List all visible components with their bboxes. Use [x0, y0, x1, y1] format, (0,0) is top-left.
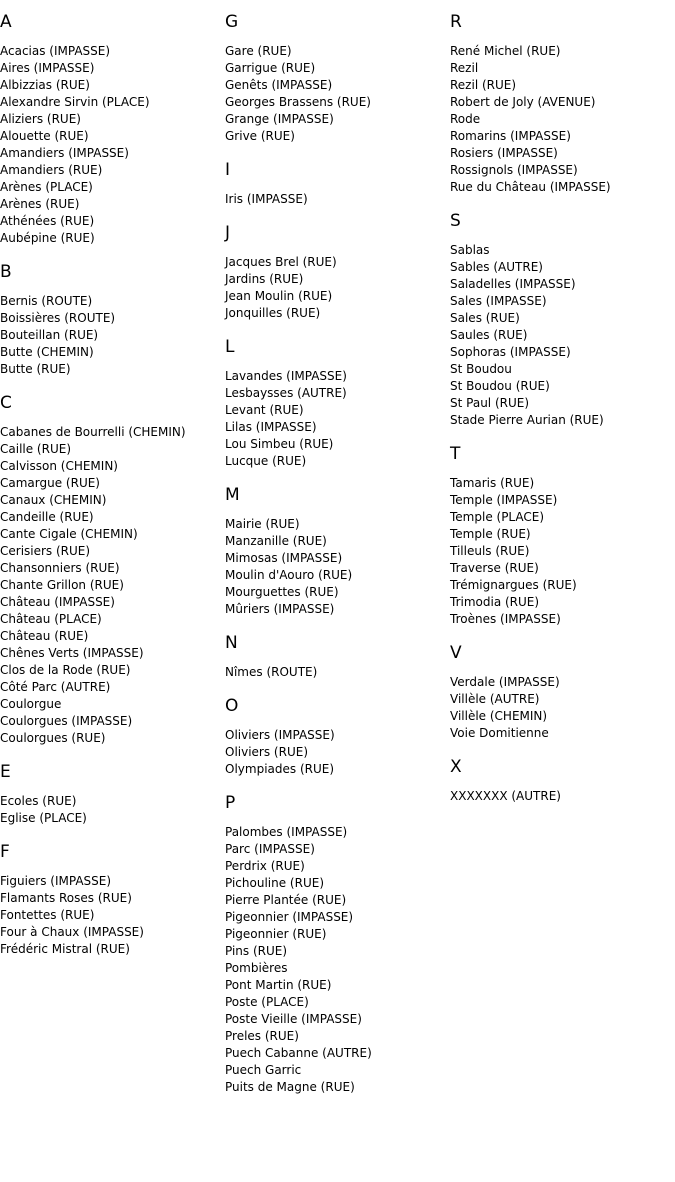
street-link-muriers-impasse[interactable]: Mûriers (IMPASSE): [225, 602, 335, 616]
street-link-lesbaysses-autre[interactable]: Lesbaysses (AUTRE): [225, 386, 347, 400]
street-link-arenes-rue[interactable]: Arènes (RUE): [0, 197, 80, 211]
street-list: [0, 793, 225, 827]
street-link-calvisson-chemin[interactable]: Calvisson (CHEMIN): [0, 459, 118, 473]
street-link-saules-rue[interactable]: Saules (RUE): [450, 328, 528, 342]
street-link-aires-impasse[interactable]: Aires (IMPASSE): [0, 61, 95, 75]
letter-group-a: [0, 12, 225, 247]
street-link-albizzias-rue[interactable]: Albizzias (RUE): [0, 78, 90, 92]
street-link-temple-place[interactable]: Temple (PLACE): [450, 510, 545, 524]
street-link-verdale-impasse[interactable]: Verdale (IMPASSE): [450, 675, 560, 689]
letter-heading: T: [450, 444, 461, 464]
street-list: [225, 368, 450, 470]
street-link-sables-autre[interactable]: Sables (AUTRE): [450, 260, 543, 274]
street-link-robert-de-joly-avenue[interactable]: Robert de Joly (AVENUE): [450, 95, 596, 109]
street-link-acacias-impasse[interactable]: Acacias (IMPASSE): [0, 44, 111, 58]
street-link-bouteillan-rue[interactable]: Bouteillan (RUE): [0, 328, 99, 342]
letter-heading: X: [450, 757, 462, 777]
street-link-caille-rue[interactable]: Caille (RUE): [0, 442, 71, 456]
street-link-villele-autre[interactable]: Villèle (AUTRE): [450, 692, 540, 706]
letter-group-b: [0, 262, 225, 378]
letter-heading: A: [0, 12, 12, 32]
street-link-genets-impasse[interactable]: Genêts (IMPASSE): [225, 78, 333, 92]
street-link-sophoras-impasse[interactable]: Sophoras (IMPASSE): [450, 345, 571, 359]
letter-group-s: [450, 211, 675, 429]
street-list: [450, 674, 675, 742]
street-link-temple-impasse[interactable]: Temple (IMPASSE): [450, 493, 558, 507]
street-link-jacques-brel-rue[interactable]: Jacques Brel (RUE): [225, 255, 337, 269]
street-list: [225, 191, 450, 208]
street-list: [225, 516, 450, 618]
street-link-coulorgue[interactable]: Coulorgue: [0, 697, 62, 711]
street-link-nimes-route[interactable]: Nîmes (ROUTE): [225, 665, 318, 679]
street-link-oliviers-rue[interactable]: Oliviers (RUE): [225, 745, 308, 759]
letter-group-n: [225, 633, 450, 681]
street-link-st-boudou-rue[interactable]: St Boudou (RUE): [450, 379, 550, 393]
street-link-st-paul-rue[interactable]: St Paul (RUE): [450, 396, 530, 410]
letter-heading: N: [225, 633, 238, 653]
street-link-lou-simbeu-rue[interactable]: Lou Simbeu (RUE): [225, 437, 334, 451]
street-link-jean-moulin-rue[interactable]: Jean Moulin (RUE): [225, 289, 333, 303]
street-link-palombes-impasse[interactable]: Palombes (IMPASSE): [225, 825, 348, 839]
street-link-manzanille-rue[interactable]: Manzanille (RUE): [225, 534, 327, 548]
letter-group-p: [225, 793, 450, 1096]
street-link-grive-rue[interactable]: Grive (RUE): [225, 129, 295, 143]
letter-heading: P: [225, 793, 236, 813]
street-link-candeille-rue[interactable]: Candeille (RUE): [0, 510, 94, 524]
street-link-cote-parc-autre[interactable]: Côté Parc (AUTRE): [0, 680, 111, 694]
street-link-butte-rue[interactable]: Butte (RUE): [0, 362, 71, 376]
street-link-perdrix-rue[interactable]: Perdrix (RUE): [225, 859, 305, 873]
street-link-tamaris-rue[interactable]: Tamaris (RUE): [450, 476, 535, 490]
street-link-pichouline-rue[interactable]: Pichouline (RUE): [225, 876, 324, 890]
street-link-alexandre-sirvin-place[interactable]: Alexandre Sirvin (PLACE): [0, 95, 150, 109]
street-list: [225, 727, 450, 778]
letter-group-i: [225, 160, 450, 208]
street-list: [225, 824, 450, 1096]
street-link-jardins-rue[interactable]: Jardins (RUE): [225, 272, 304, 286]
street-link-chante-grillon-rue[interactable]: Chante Grillon (RUE): [0, 578, 124, 592]
street-link-sales-rue[interactable]: Sales (RUE): [450, 311, 520, 325]
street-list: [0, 293, 225, 378]
letter-group-e: [0, 762, 225, 827]
street-link-mourguettes-rue[interactable]: Mourguettes (RUE): [225, 585, 339, 599]
street-link-xxxxxxx-autre[interactable]: XXXXXXX (AUTRE): [450, 789, 561, 803]
street-link-villele-chemin[interactable]: Villèle (CHEMIN): [450, 709, 548, 723]
street-link-chateau-place[interactable]: Château (PLACE): [0, 612, 102, 626]
street-link-chansonniers-rue[interactable]: Chansonniers (RUE): [0, 561, 120, 575]
letter-heading: O: [225, 696, 239, 716]
street-list: [450, 242, 675, 429]
street-list: [225, 254, 450, 322]
letter-group-t: [450, 444, 675, 628]
street-link-grange-impasse[interactable]: Grange (IMPASSE): [225, 112, 334, 126]
street-link-iris-impasse[interactable]: Iris (IMPASSE): [225, 192, 308, 206]
street-list: [450, 475, 675, 628]
street-list: [225, 43, 450, 145]
street-link-pigeonnier-rue[interactable]: Pigeonnier (RUE): [225, 927, 327, 941]
street-link-olympiades-rue[interactable]: Olympiades (RUE): [225, 762, 335, 776]
street-link-ecoles-rue[interactable]: Ecoles (RUE): [0, 794, 77, 808]
street-link-parc-impasse[interactable]: Parc (IMPASSE): [225, 842, 315, 856]
street-link-puech-garric[interactable]: Puech Garric: [225, 1063, 302, 1077]
letter-group-f: [0, 842, 225, 958]
letter-heading: M: [225, 485, 240, 505]
street-link-pins-rue[interactable]: Pins (RUE): [225, 944, 288, 958]
letter-group-v: [450, 643, 675, 742]
letter-heading: R: [450, 12, 462, 32]
street-link-flamants-roses-rue[interactable]: Flamants Roses (RUE): [0, 891, 132, 905]
street-link-jonquilles-rue[interactable]: Jonquilles (RUE): [225, 306, 321, 320]
street-link-rue-du-chateau-impasse[interactable]: Rue du Château (IMPASSE): [450, 180, 611, 194]
letter-group-o: [225, 696, 450, 778]
street-link-lucque-rue[interactable]: Lucque (RUE): [225, 454, 307, 468]
street-link-canaux-chemin[interactable]: Canaux (CHEMIN): [0, 493, 107, 507]
street-link-poste-place[interactable]: Poste (PLACE): [225, 995, 309, 1009]
street-link-moulin-d-aouro-rue[interactable]: Moulin d'Aouro (RUE): [225, 568, 353, 582]
street-link-garrigue-rue[interactable]: Garrigue (RUE): [225, 61, 316, 75]
street-link-cerisiers-rue[interactable]: Cerisiers (RUE): [0, 544, 91, 558]
street-link-rezil[interactable]: Rezil: [450, 61, 479, 75]
street-link-aubepine-rue[interactable]: Aubépine (RUE): [0, 231, 95, 245]
letter-group-g: [225, 12, 450, 145]
street-link-butte-chemin[interactable]: Butte (CHEMIN): [0, 345, 94, 359]
letter-group-c: [0, 393, 225, 747]
street-link-oliviers-impasse[interactable]: Oliviers (IMPASSE): [225, 728, 335, 742]
street-link-pierre-plantee-rue[interactable]: Pierre Plantée (RUE): [225, 893, 347, 907]
street-link-lavandes-impasse[interactable]: Lavandes (IMPASSE): [225, 369, 347, 383]
street-link-rene-michel-rue[interactable]: René Michel (RUE): [450, 44, 561, 58]
letter-group-m: [225, 485, 450, 618]
street-link-four-a-chaux-impasse[interactable]: Four à Chaux (IMPASSE): [0, 925, 144, 939]
street-link-troenes-impasse[interactable]: Troènes (IMPASSE): [450, 612, 561, 626]
street-link-voie-domitienne[interactable]: Voie Domitienne: [450, 726, 549, 740]
street-link-pont-martin-rue[interactable]: Pont Martin (RUE): [225, 978, 332, 992]
street-link-camargue-rue[interactable]: Camargue (RUE): [0, 476, 100, 490]
street-link-pigeonnier-impasse[interactable]: Pigeonnier (IMPASSE): [225, 910, 354, 924]
street-link-levant-rue[interactable]: Levant (RUE): [225, 403, 304, 417]
street-link-tremignargues-rue[interactable]: Trémignargues (RUE): [450, 578, 577, 592]
street-index-column-1: [0, 0, 225, 973]
street-link-rode[interactable]: Rode: [450, 112, 481, 126]
street-link-amandiers-impasse[interactable]: Amandiers (IMPASSE): [0, 146, 129, 160]
street-link-bernis-route[interactable]: Bernis (ROUTE): [0, 294, 93, 308]
letter-heading: I: [225, 160, 231, 180]
street-link-rezil-rue[interactable]: Rezil (RUE): [450, 78, 517, 92]
letter-group-l: [225, 337, 450, 470]
street-list: [0, 873, 225, 958]
letter-group-r: [450, 12, 675, 196]
street-link-stade-pierre-aurian-rue[interactable]: Stade Pierre Aurian (RUE): [450, 413, 604, 427]
street-link-amandiers-rue[interactable]: Amandiers (RUE): [0, 163, 103, 177]
street-list: [0, 424, 225, 747]
street-link-frederic-mistral-rue[interactable]: Frédéric Mistral (RUE): [0, 942, 130, 956]
street-link-eglise-place[interactable]: Eglise (PLACE): [0, 811, 87, 825]
street-link-chenes-verts-impasse[interactable]: Chênes Verts (IMPASSE): [0, 646, 144, 660]
street-link-alouette-rue[interactable]: Alouette (RUE): [0, 129, 89, 143]
street-link-tilleuls-rue[interactable]: Tilleuls (RUE): [450, 544, 530, 558]
street-index-column-2: [225, 0, 450, 1111]
street-link-traverse-rue[interactable]: Traverse (RUE): [450, 561, 539, 575]
street-link-fontettes-rue[interactable]: Fontettes (RUE): [0, 908, 95, 922]
street-link-chateau-rue[interactable]: Château (RUE): [0, 629, 89, 643]
street-link-preles-rue[interactable]: Preles (RUE): [225, 1029, 299, 1043]
letter-heading: E: [0, 762, 11, 782]
street-link-cante-cigale-chemin[interactable]: Cante Cigale (CHEMIN): [0, 527, 138, 541]
street-link-clos-de-la-rode-rue[interactable]: Clos de la Rode (RUE): [0, 663, 131, 677]
street-link-lilas-impasse[interactable]: Lilas (IMPASSE): [225, 420, 317, 434]
street-link-cabanes-de-bourrelli-chemin[interactable]: Cabanes de Bourrelli (CHEMIN): [0, 425, 186, 439]
letter-heading: F: [0, 842, 10, 862]
street-link-saladelles-impasse[interactable]: Saladelles (IMPASSE): [450, 277, 576, 291]
letter-heading: S: [450, 211, 461, 231]
street-link-romarins-impasse[interactable]: Romarins (IMPASSE): [450, 129, 571, 143]
street-link-mairie-rue[interactable]: Mairie (RUE): [225, 517, 300, 531]
street-link-arenes-place[interactable]: Arènes (PLACE): [0, 180, 93, 194]
street-link-sablas[interactable]: Sablas: [450, 243, 490, 257]
street-link-chateau-impasse[interactable]: Château (IMPASSE): [0, 595, 115, 609]
street-link-athenees-rue[interactable]: Athénées (RUE): [0, 214, 95, 228]
street-link-coulorgues-impasse[interactable]: Coulorgues (IMPASSE): [0, 714, 133, 728]
street-link-mimosas-impasse[interactable]: Mimosas (IMPASSE): [225, 551, 343, 565]
letter-heading: B: [0, 262, 12, 282]
letter-heading: J: [225, 223, 231, 243]
letter-heading: L: [225, 337, 235, 357]
letter-group-x: [450, 757, 675, 805]
street-list: [0, 43, 225, 247]
street-link-trimodia-rue[interactable]: Trimodia (RUE): [450, 595, 540, 609]
street-index-column-3: [450, 0, 675, 820]
street-link-boissieres-route[interactable]: Boissières (ROUTE): [0, 311, 116, 325]
street-link-aliziers-rue[interactable]: Aliziers (RUE): [0, 112, 81, 126]
street-link-temple-rue[interactable]: Temple (RUE): [450, 527, 531, 541]
street-link-puech-cabanne-autre[interactable]: Puech Cabanne (AUTRE): [225, 1046, 372, 1060]
street-link-rosiers-impasse[interactable]: Rosiers (IMPASSE): [450, 146, 558, 160]
street-link-figuiers-impasse[interactable]: Figuiers (IMPASSE): [0, 874, 112, 888]
street-link-gare-rue[interactable]: Gare (RUE): [225, 44, 292, 58]
letter-group-j: [225, 223, 450, 322]
letter-heading: G: [225, 12, 239, 32]
street-link-st-boudou[interactable]: St Boudou: [450, 362, 512, 376]
street-link-rossignols-impasse[interactable]: Rossignols (IMPASSE): [450, 163, 578, 177]
letter-heading: C: [0, 393, 12, 413]
street-link-georges-brassens-rue[interactable]: Georges Brassens (RUE): [225, 95, 371, 109]
street-link-sales-impasse[interactable]: Sales (IMPASSE): [450, 294, 547, 308]
street-list: [225, 664, 450, 681]
street-link-coulorgues-rue[interactable]: Coulorgues (RUE): [0, 731, 106, 745]
street-list: [450, 43, 675, 196]
street-link-poste-vieille-impasse[interactable]: Poste Vieille (IMPASSE): [225, 1012, 362, 1026]
street-link-puits-de-magne-rue[interactable]: Puits de Magne (RUE): [225, 1080, 355, 1094]
street-link-pombieres[interactable]: Pombières: [225, 961, 288, 975]
street-list: [450, 788, 675, 805]
letter-heading: V: [450, 643, 462, 663]
